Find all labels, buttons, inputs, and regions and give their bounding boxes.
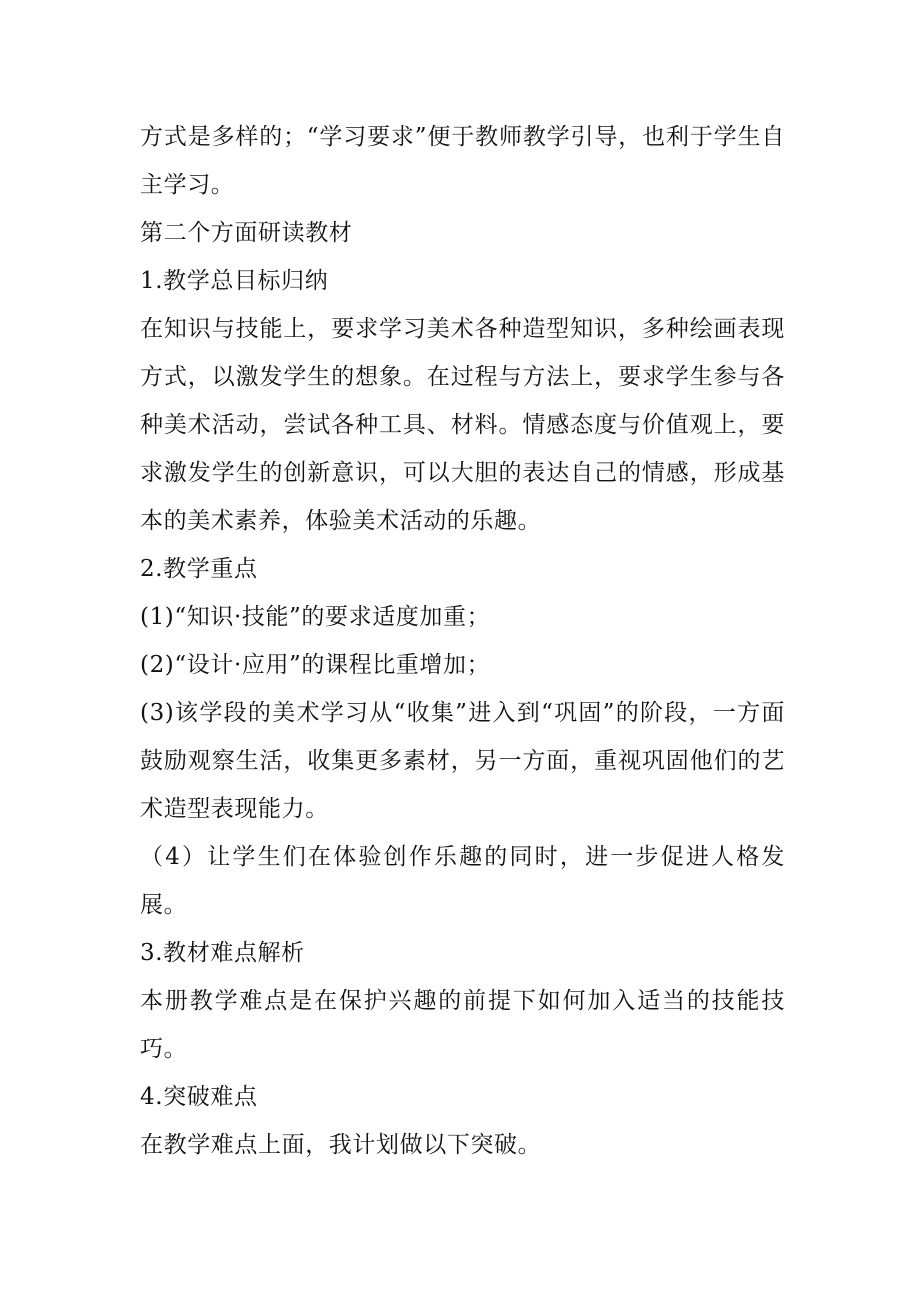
subheading-teaching-focus: 2.教学重点 (140, 556, 258, 582)
list-item-focus-2: (2)“设计·应用”的课程比重增加； (140, 652, 491, 678)
section-heading-study-textbook: 第二个方面研读教材 (140, 220, 353, 246)
list-item-focus-4: （4）让学生们在体验创作乐趣的同时，进一步促进人格发展。 (140, 844, 785, 918)
subheading-breakthrough: 4.突破难点 (140, 1084, 258, 1110)
list-item-focus-3: (3)该学段的美术学习从“收集”进入到“巩固”的阶段，一方面鼓励观察生活，收集更多素材，另一方面，重视巩固他们的艺术造型表现能力。 (140, 700, 785, 822)
paragraph-difficulty-analysis: 本册教学难点是在保护兴趣的前提下如何加入适当的技能技巧。 (140, 988, 785, 1062)
paragraph-breakthrough: 在教学难点上面，我计划做以下突破。 (140, 1132, 542, 1158)
subheading-difficulty-analysis: 3.教材难点解析 (140, 940, 305, 966)
document-body (140, 113, 785, 1169)
paragraph-teaching-goals: 在知识与技能上，要求学习美术各种造型知识，多种绘画表现方式，以激发学生的想象。在过程与方法上，要求学生参与各种美术活动，尝试各种工具、材料。情感态度与价值观上，要求激发学生的创新意识，可以大胆的表达自己的情感，形成基本的美术素养，体验美术活动的乐趣。 (140, 316, 785, 534)
list-item-focus-1: (1)“知识·技能”的要求适度加重； (140, 604, 491, 630)
subheading-teaching-goals: 1.教学总目标归纳 (140, 268, 329, 294)
paragraph-continuation: 方式是多样的；“学习要求”便于教师教学引导，也利于学生自主学习。 (140, 124, 785, 198)
